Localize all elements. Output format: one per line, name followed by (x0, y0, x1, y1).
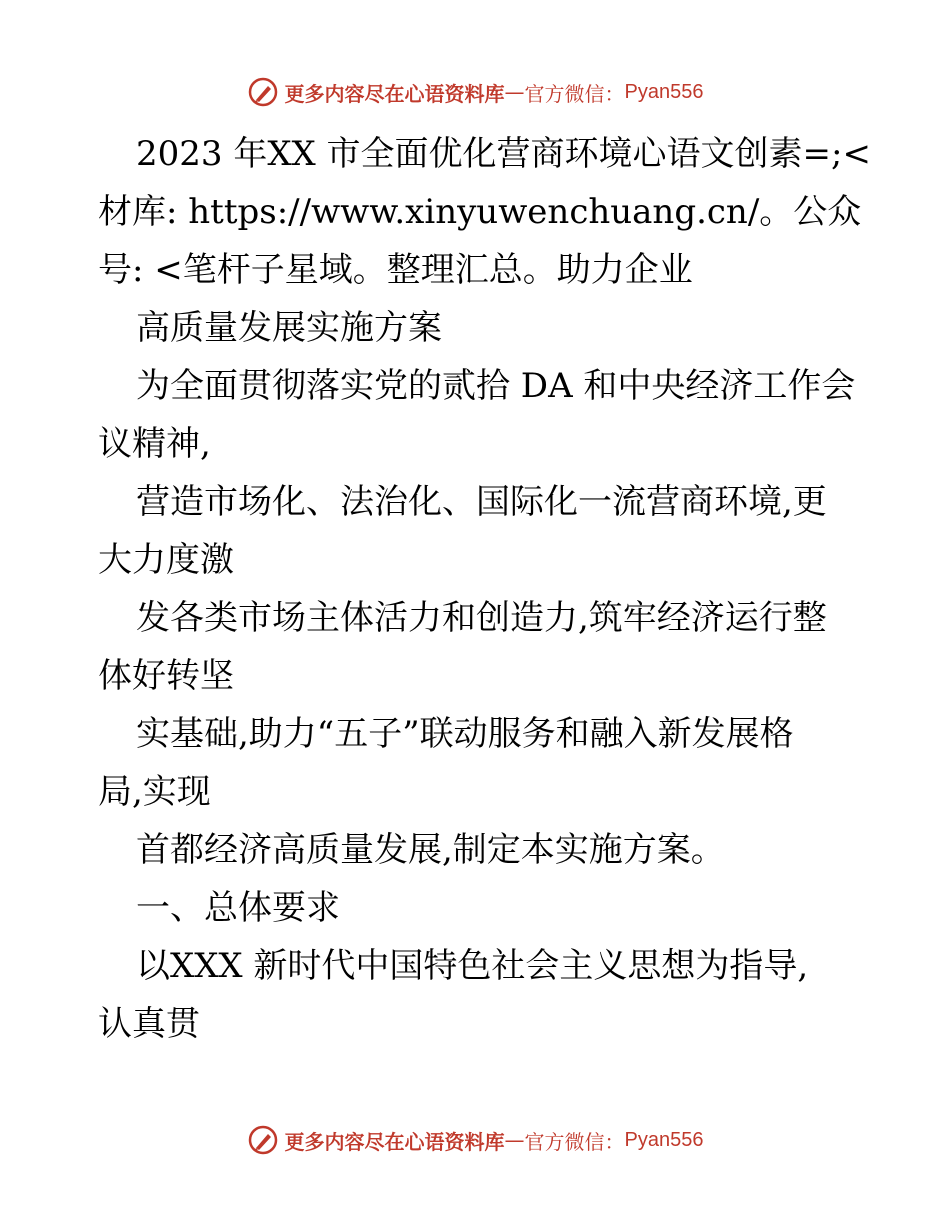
body-line: 营造市场化、法治化、国际化一流营商环境,更 (136, 482, 827, 522)
body-line: 2023 年XX 市全面优化营商环境心语文创素=;< (136, 134, 871, 174)
banner-separator: — (504, 1128, 525, 1152)
body-line: 材库: https://www.xinyuwenchuang.cn/。公众 (98, 192, 862, 232)
header-banner-content[interactable] (247, 76, 704, 108)
body-line: 以XXX 新时代中国特色社会主义思想为指导, (136, 946, 809, 986)
body-line: 体好转坚 (98, 656, 234, 696)
body-line: 高质量发展实施方案 (136, 308, 442, 348)
section-heading: 一、总体要求 (136, 888, 340, 928)
banner-main-text: 更多内容尽在心语资料库 (284, 1129, 505, 1154)
footer-banner-content[interactable] (247, 1124, 704, 1156)
banner-separator: — (504, 80, 525, 104)
document-body (98, 125, 871, 1053)
banner-wechat-id: Pyan556 (624, 1128, 704, 1151)
footer-banner (0, 1120, 950, 1160)
body-line: 号: <笔杆子星域。整理汇总。助力企业 (98, 250, 693, 290)
body-line: 大力度激 (98, 540, 234, 580)
body-line: 认真贯 (98, 1004, 200, 1044)
banner-wechat-label: 官方微信： (524, 81, 625, 106)
header-banner (0, 72, 950, 112)
banner-main-text: 更多内容尽在心语资料库 (284, 81, 505, 106)
body-line: 首都经济高质量发展,制定本实施方案。 (136, 830, 725, 870)
banner-wechat-label: 官方微信： (524, 1129, 625, 1154)
body-line: 发各类市场主体活力和创造力,筑牢经济运行整 (136, 598, 827, 638)
body-line: 局,实现 (98, 772, 211, 812)
body-line: 议精神, (98, 424, 211, 464)
banner-wechat-id: Pyan556 (624, 80, 704, 103)
pen-logo-icon (247, 76, 279, 108)
body-line: 实基础,助力“五子”联动服务和融入新发展格 (136, 714, 794, 754)
body-line: 为全面贯彻落实党的贰拾 DA 和中央经济工作会 (136, 366, 856, 406)
pen-logo-icon (247, 1124, 279, 1156)
